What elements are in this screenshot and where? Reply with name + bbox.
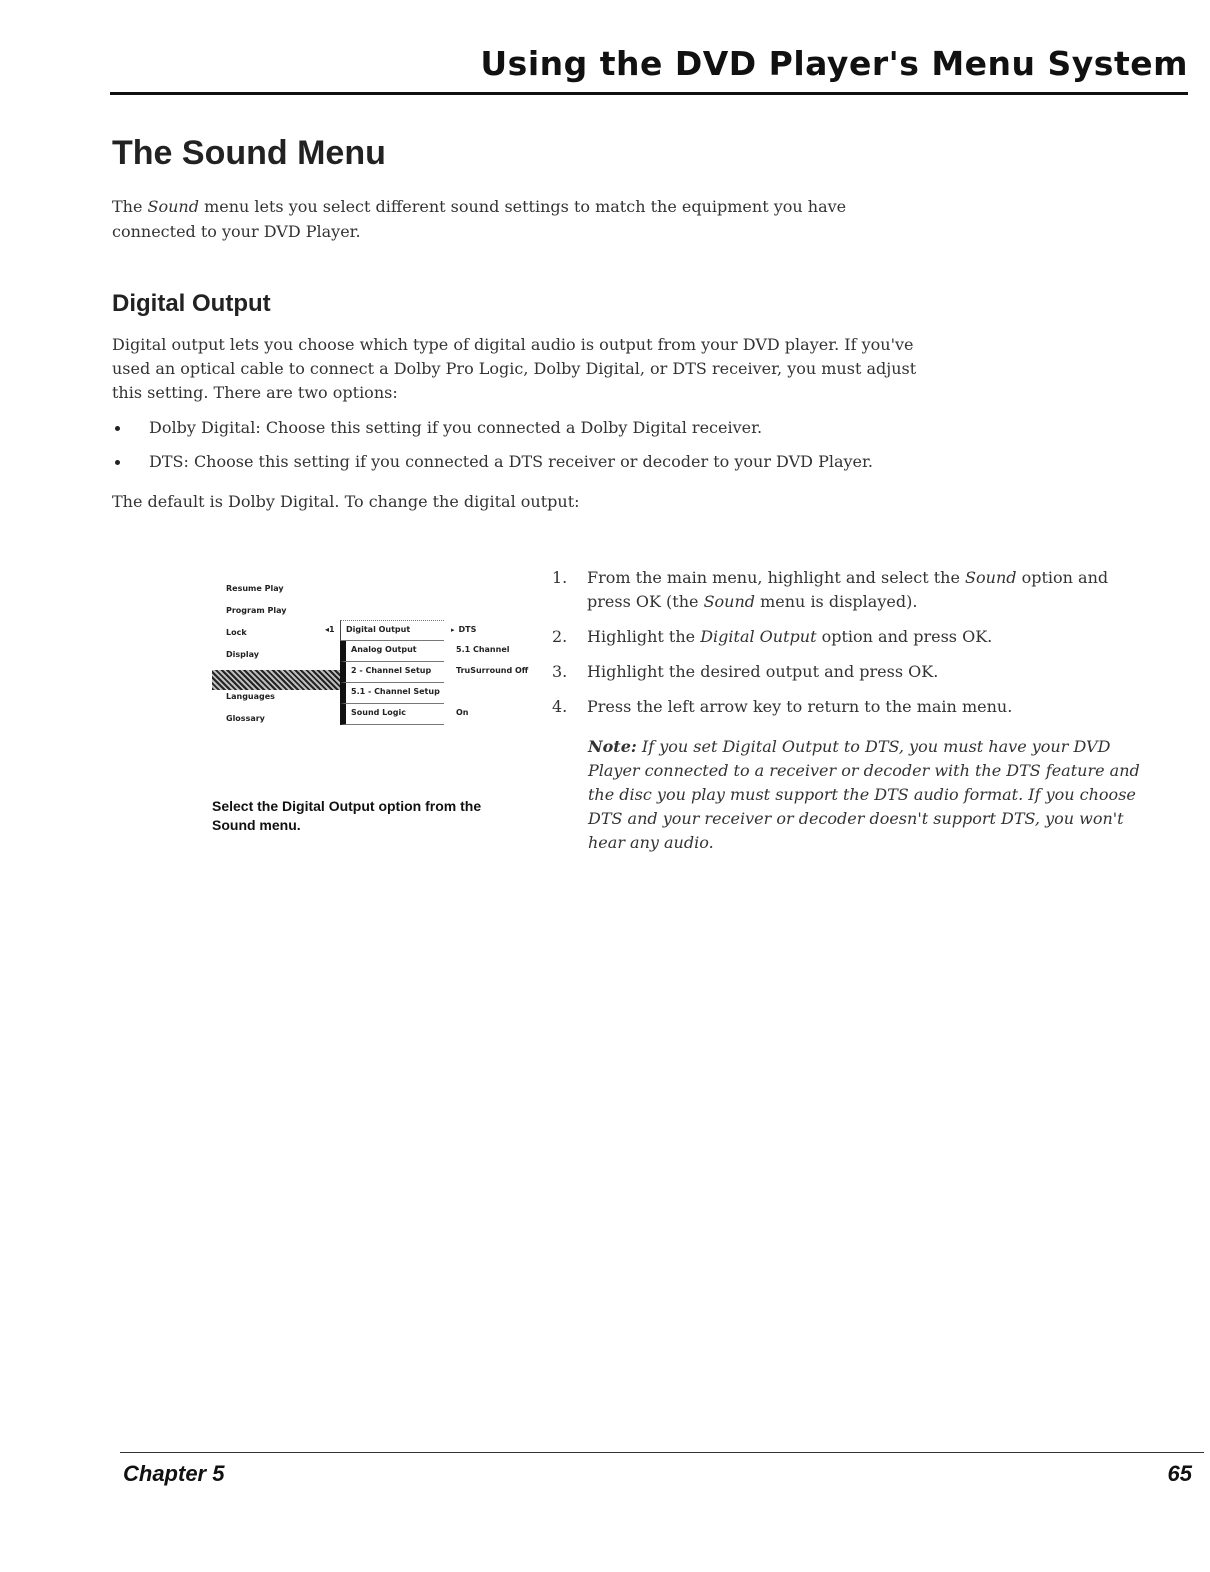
submenu-value: On bbox=[456, 708, 469, 717]
footer-rule bbox=[120, 1452, 1204, 1453]
running-header-title: Using the DVD Player's Menu System bbox=[480, 44, 1188, 83]
options-list bbox=[112, 416, 942, 484]
step-text: From the main menu, highlight and select the Sound option and press OK (the Sound menu is displayed). bbox=[587, 568, 1109, 611]
subsection-title: Digital Output bbox=[112, 290, 271, 317]
sound-menu-screenshot bbox=[210, 572, 540, 742]
section-title: The Sound Menu bbox=[112, 134, 386, 172]
main-menu-item-sound-selected bbox=[212, 670, 340, 690]
step-text: Press the left arrow key to return to the main menu. bbox=[587, 697, 1013, 716]
section-intro: The Sound menu lets you select different sound settings to match the equipment you have connected to your DVD Player. bbox=[112, 197, 847, 241]
main-menu-list bbox=[226, 582, 340, 734]
figure-caption: Select the Digital Output option from the Sound menu. bbox=[212, 798, 482, 833]
header-rule bbox=[110, 92, 1188, 95]
submenu-row-2-channel-setup bbox=[340, 662, 529, 683]
submenu-label: Sound Logic bbox=[351, 708, 406, 717]
step-item bbox=[548, 625, 1148, 649]
submenu-value: ▸ DTS bbox=[451, 625, 477, 634]
main-menu-item: Display bbox=[226, 650, 259, 659]
default-setting-text: The default is Dolby Digital. To change the digital output: bbox=[112, 492, 580, 511]
note-label: Note: bbox=[588, 737, 637, 756]
submenu-label: 2 - Channel Setup bbox=[351, 666, 432, 675]
step-item bbox=[548, 660, 1148, 684]
submenu-label: 5.1 - Channel Setup bbox=[351, 687, 440, 696]
step-number: 4. bbox=[552, 697, 568, 716]
left-arrow-marker: ◂1 bbox=[325, 625, 335, 634]
submenu-row-5-1-channel-setup bbox=[340, 683, 444, 704]
step-number: 1. bbox=[552, 568, 568, 587]
right-arrow-icon: ▸ bbox=[451, 626, 455, 634]
page-number: 65 bbox=[1167, 1461, 1192, 1486]
submenu-row-analog-output bbox=[340, 641, 510, 662]
submenu-value: TruSurround Off bbox=[456, 666, 529, 675]
steps-list bbox=[548, 566, 1148, 730]
step-number: 3. bbox=[552, 662, 568, 681]
main-menu-item: Languages bbox=[226, 692, 275, 701]
submenu-row-digital-output bbox=[340, 620, 477, 641]
step-text: Highlight the Digital Output option and press OK. bbox=[587, 627, 993, 646]
main-menu-item: Lock bbox=[226, 628, 247, 637]
note-text: If you set Digital Output to DTS, you must have your DVD Player connected to a receiver or decoder with the DTS feature and the disc you play must support the DTS audio format. If you choose DTS and your receiver or decoder doesn't support DTS, you won't hear any audio. bbox=[588, 737, 1140, 852]
sound-submenu bbox=[340, 620, 529, 725]
step-number: 2. bbox=[552, 627, 568, 646]
step-item bbox=[548, 566, 1148, 614]
main-menu-item: Program Play bbox=[226, 606, 287, 615]
digital-output-description: Digital output lets you choose which type of digital audio is output from your DVD player. If you've used an optical cable to connect a Dolby Pro Logic, Dolby Digital, or DTS receiver, you must adjust this setting. There are two options: bbox=[112, 335, 917, 402]
step-item bbox=[548, 695, 1148, 719]
submenu-label: Analog Output bbox=[351, 645, 417, 654]
submenu-row-sound-logic bbox=[340, 704, 469, 725]
main-menu-item: Glossary bbox=[226, 714, 265, 723]
option-dts: DTS: Choose this setting if you connected a DTS receiver or decoder to your DVD Player. bbox=[112, 450, 942, 484]
note-paragraph bbox=[588, 735, 1148, 855]
step-text: Highlight the desired output and press OK. bbox=[587, 662, 939, 681]
submenu-value: 5.1 Channel bbox=[456, 645, 510, 654]
option-dolby-digital: Dolby Digital: Choose this setting if you connected a Dolby Digital receiver. bbox=[112, 416, 942, 450]
submenu-label: Digital Output bbox=[346, 625, 411, 634]
footer-chapter: Chapter 5 bbox=[123, 1461, 225, 1486]
main-menu-item: Resume Play bbox=[226, 584, 284, 593]
